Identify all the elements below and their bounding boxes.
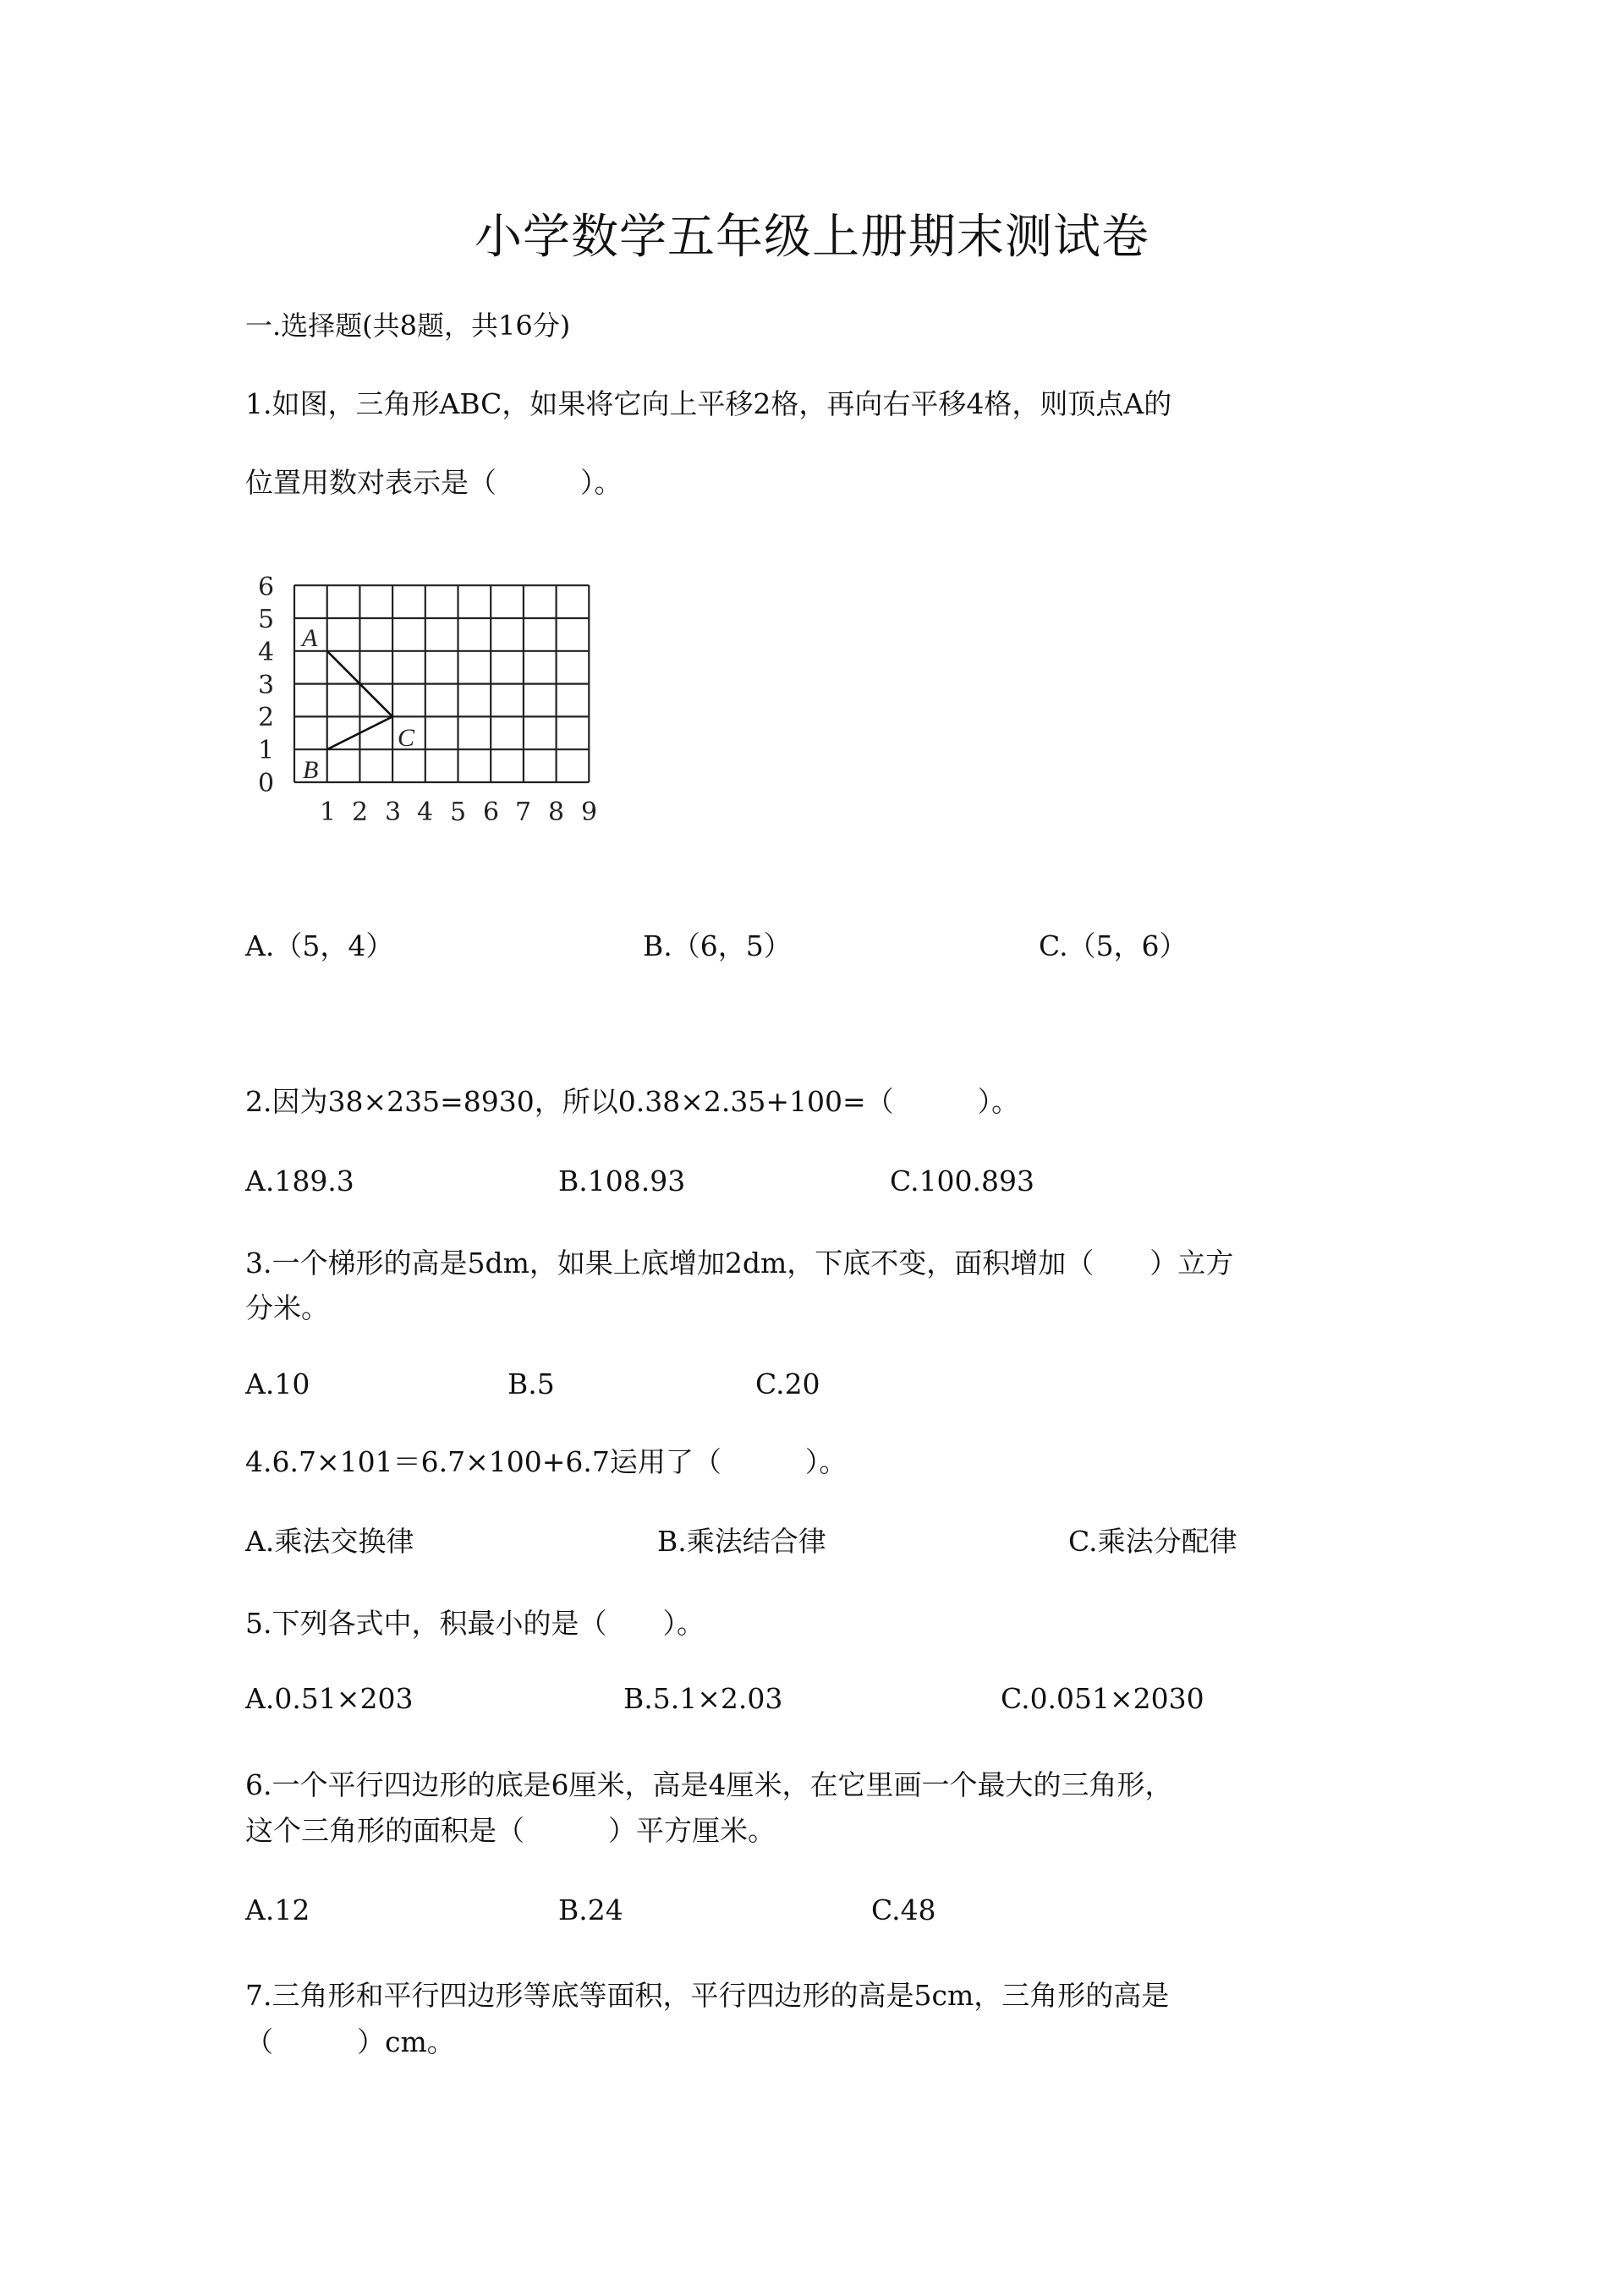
q1-option-b[interactable]: B.（6，5） <box>643 929 792 962</box>
svg-text:6: 6 <box>258 573 275 602</box>
q3-option-c[interactable]: C.20 <box>755 1367 820 1400</box>
q2-option-c[interactable]: C.100.893 <box>890 1164 1035 1197</box>
q4-option-c[interactable]: C.乘法分配律 <box>1068 1525 1237 1558</box>
q5-option-a[interactable]: A.0.51×203 <box>245 1682 414 1715</box>
question-7-line-2: （ ）cm。 <box>245 2025 455 2058</box>
q2-option-a[interactable]: A.189.3 <box>245 1164 354 1197</box>
question-3-line-2: 分米。 <box>245 1291 329 1324</box>
svg-text:2: 2 <box>258 703 275 732</box>
q4-option-a[interactable]: A.乘法交换律 <box>245 1525 414 1558</box>
q1-option-a[interactable]: A.（5，4） <box>245 929 394 962</box>
q6-option-b[interactable]: B.24 <box>558 1893 623 1926</box>
svg-text:4: 4 <box>417 797 434 827</box>
q6-option-a[interactable]: A.12 <box>245 1893 310 1926</box>
question-5-line-1: 5.下列各式中，积最小的是（ ）。 <box>245 1607 705 1640</box>
question-4-line-1: 4.6.7×101＝6.7×100+6.7运用了（ ）。 <box>245 1445 848 1478</box>
q5-option-c[interactable]: C.0.051×2030 <box>1001 1682 1204 1715</box>
svg-text:0: 0 <box>258 769 275 798</box>
q2-option-b[interactable]: B.108.93 <box>558 1164 686 1197</box>
svg-text:7: 7 <box>515 797 532 827</box>
q4-option-b[interactable]: B.乘法结合律 <box>657 1525 826 1558</box>
section-heading: 一.选择题(共8题，共16分) <box>245 310 571 342</box>
question-1-line-2: 位置用数对表示是（ ）。 <box>245 466 623 499</box>
question-3-line-1: 3.一个梯形的高是5dm，如果上底增加2dm，下底不变，面积增加（ ）立方 <box>245 1247 1234 1280</box>
svg-text:3: 3 <box>385 797 402 827</box>
svg-text:1: 1 <box>320 797 337 827</box>
q3-option-b[interactable]: B.5 <box>508 1367 555 1400</box>
svg-text:B: B <box>303 756 319 784</box>
question-2-line-1: 2.因为38×235=8930，所以0.38×2.35+100=（ ）。 <box>245 1085 1020 1118</box>
q6-option-c[interactable]: C.48 <box>871 1893 936 1926</box>
svg-text:4: 4 <box>258 638 275 667</box>
svg-text:C: C <box>398 724 415 752</box>
question-6-line-2: 这个三角形的面积是（ ）平方厘米。 <box>245 1814 776 1847</box>
q1-option-c[interactable]: C.（5，6） <box>1039 929 1188 962</box>
q3-option-a[interactable]: A.10 <box>245 1367 310 1400</box>
svg-text:3: 3 <box>258 671 275 700</box>
question-6-line-1: 6.一个平行四边形的底是6厘米，高是4厘米，在它里画一个最大的三角形， <box>245 1768 1173 1801</box>
page-title: 小学数学五年级上册期末测试卷 <box>475 210 1149 265</box>
svg-text:5: 5 <box>450 797 467 827</box>
question-1-line-1: 1.如图，三角形ABC，如果将它向上平移2格，再向右平移4格，则顶点A的 <box>245 387 1172 420</box>
question-7-line-1: 7.三角形和平行四边形等底等面积，平行四边形的高是5cm，三角形的高是 <box>245 1979 1170 2012</box>
svg-text:A: A <box>302 624 318 652</box>
svg-text:2: 2 <box>352 797 369 827</box>
coordinate-grid-figure <box>250 567 605 829</box>
q5-option-b[interactable]: B.5.1×2.03 <box>623 1682 783 1715</box>
svg-text:5: 5 <box>258 605 275 634</box>
svg-text:9: 9 <box>581 797 598 827</box>
svg-text:8: 8 <box>548 797 565 827</box>
svg-text:6: 6 <box>483 797 500 827</box>
svg-text:1: 1 <box>258 736 275 765</box>
